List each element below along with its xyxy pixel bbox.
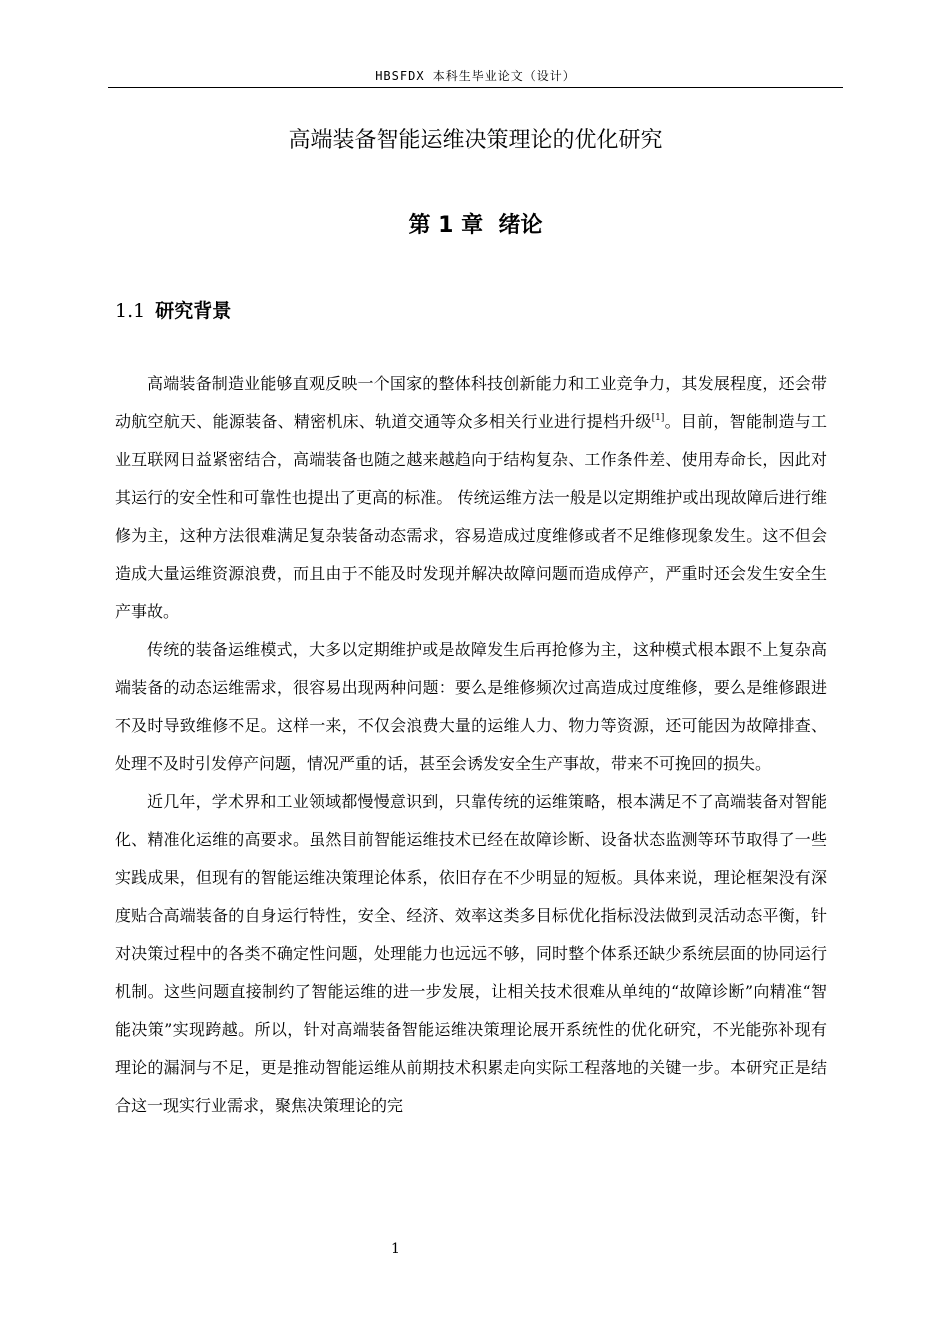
- chapter-number: 第 1 章: [408, 213, 484, 238]
- paper-title: 高端装备智能运维决策理论的优化研究: [288, 128, 663, 153]
- header-rule: [108, 87, 843, 88]
- section-number: 1.1: [115, 300, 146, 322]
- paragraph-1-text-b: 。目前，智能制造与工业互联网日益紧密结合，高端装备也随之越来越趋向于结构复杂、工作条件差、使用寿命长，因此对其运行的安全性和可靠性也提出了更高的标准。 传统运维方法一般是以定期维护或出现故障后进行维修为主，这种方法很难满足复杂装备动态需求，容易造成过度维修或者不足维修现象发生。这不但会造成大量运维资源浪费，而且由于不能及时发现并解决故障问题而造成停产，严重时还会发生安全生产事故。: [115, 412, 827, 621]
- running-header: HBSFDX 本科生毕业论文（设计）: [375, 69, 576, 83]
- paragraph-2: 传统的装备运维模式，大多以定期维护或是故障发生后再抢修为主，这种模式根本跟不上复杂高端装备的动态运维需求，很容易出现两种问题：要么是维修频次过高造成过度维修，要么是维修跟进不及时导致维修不足。这样一来，不仅会浪费大量的运维人力、物力等资源，还可能因为故障排查、处理不及时引发停产问题，情况严重的话，甚至会诱发安全生产事故，带来不可挽回的损失。: [115, 640, 827, 773]
- chapter-title: [108, 210, 843, 242]
- paragraph-3: 近几年，学术界和工业领域都慢慢意识到，只靠传统的运维策略，根本满足不了高端装备对智能化、精准化运维的高要求。虽然目前智能运维技术已经在故障诊断、设备状态监测等环节取得了一些实践成果，但现有的智能运维决策理论体系，依旧存在不少明显的短板。具体来说，理论框架没有深度贴合高端装备的自身运行特性，安全、经济、效率这类多目标优化指标没法做到灵活动态平衡，针对决策过程中的各类不确定性问题，处理能力也远远不够，同时整个体系还缺少系统层面的协同运行机制。这些问题直接制约了智能运维的进一步发展，让相关技术很难从单纯的“故障诊断”向精准“智能决策”实现跨越。所以，针对高端装备智能运维决策理论展开系统性的优化研究，不光能弥补现有理论的漏洞与不足，更是推动智能运维从前期技术积累走向实际工程落地的关键一步。本研究正是结合这一现实行业需求，聚焦决策理论的完: [115, 792, 827, 1115]
- page-number: 1: [391, 1241, 400, 1257]
- chapter-name: 绪论: [498, 213, 543, 238]
- section-title: [115, 296, 231, 326]
- paragraph-1: [115, 365, 827, 631]
- section-name: 研究背景: [155, 300, 232, 322]
- citation-marker: [1]: [651, 413, 665, 423]
- body-text: [115, 365, 827, 1125]
- paragraph-1-text-a: 高端装备制造业能够直观反映一个国家的整体科技创新能力和工业竞争力，其发展程度，还会带动航空航天、能源装备、精密机床、轨道交通等众多相关行业进行提档升级: [115, 374, 827, 431]
